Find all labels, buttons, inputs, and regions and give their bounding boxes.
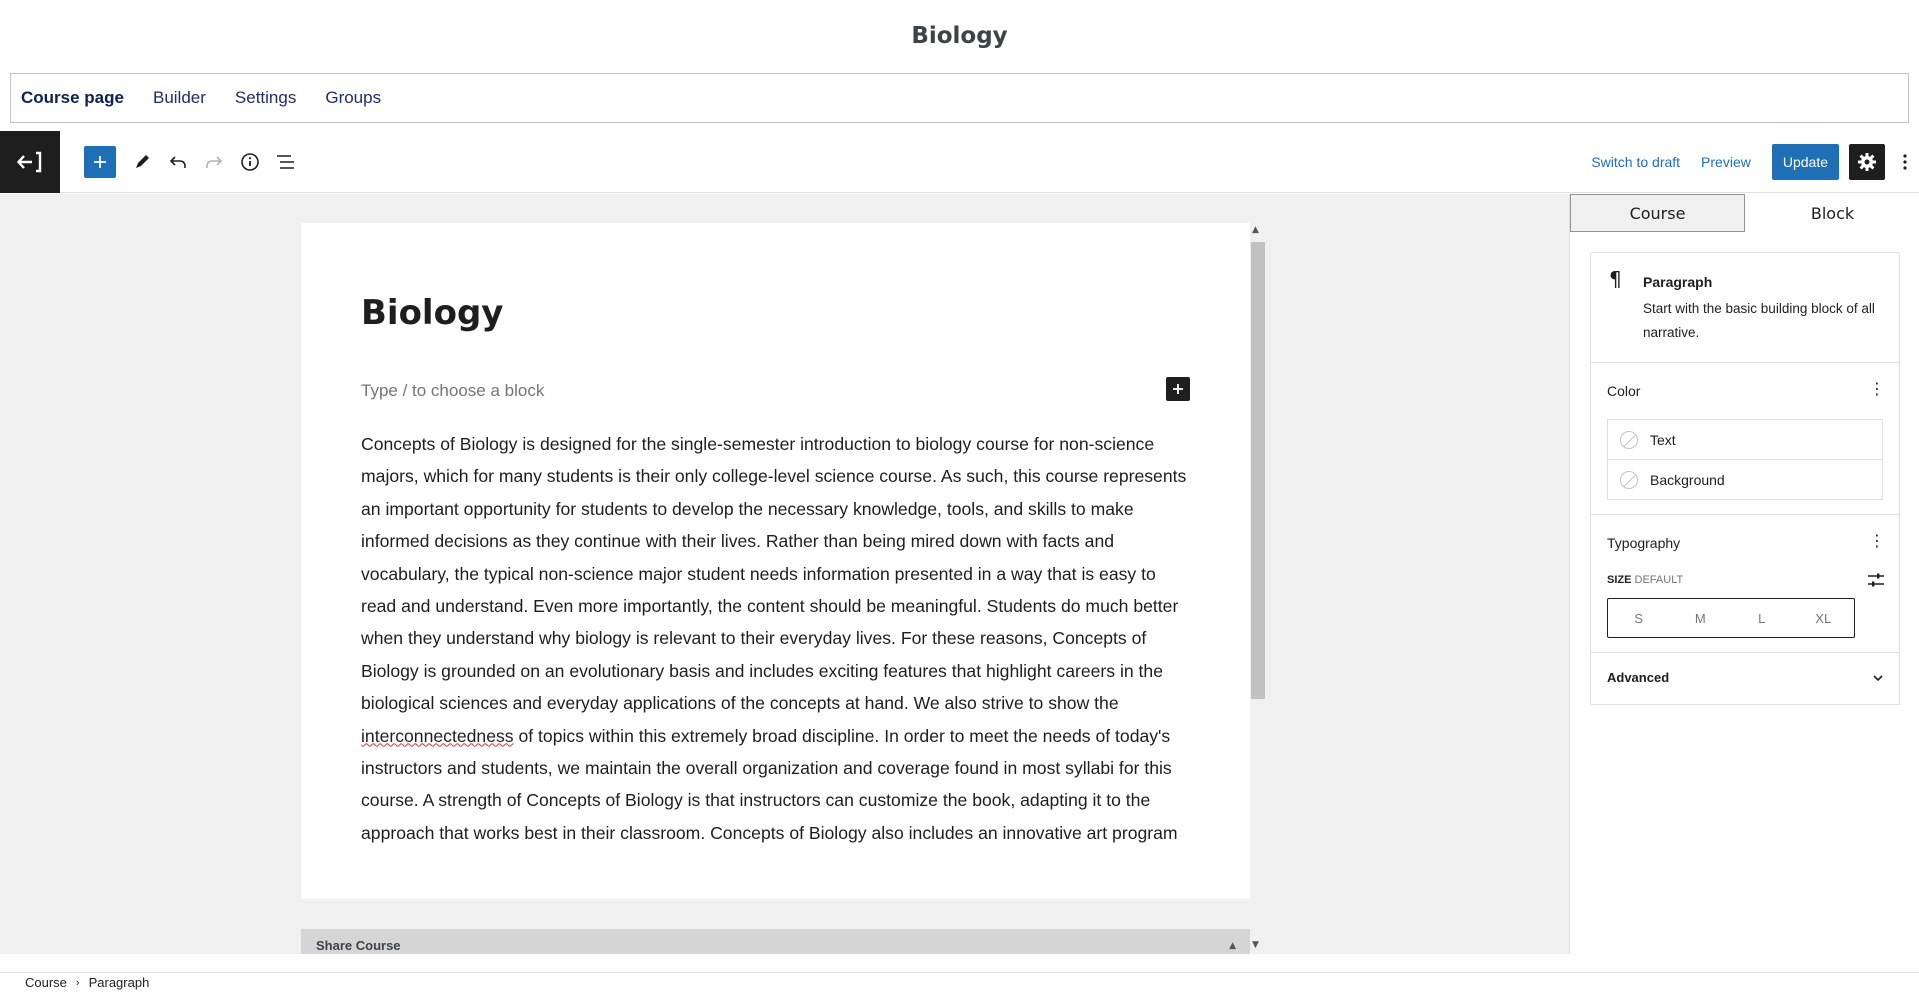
undo-icon: [169, 153, 187, 171]
gear-icon: [1857, 152, 1877, 172]
color-panel: [1591, 363, 1899, 515]
scrollbar-thumb[interactable]: [1251, 242, 1265, 699]
paragraph-icon: ¶: [1609, 267, 1622, 291]
paragraph-text-continued: of topics within this extremely broad discipline. In order to meet the needs of today's instructors and students, we maintain the overall organization and coverage found in most syllabi for this course. A strength of Concepts of Biology is that instructors can customize the book, adapting it to the approach that works best in their classroom. Concepts of Biology also includes an innovative art program: [361, 725, 1178, 843]
more-options-button[interactable]: [1893, 144, 1917, 180]
editor-canvas: [0, 194, 1569, 954]
advanced-panel[interactable]: [1591, 653, 1899, 704]
list-view-icon: [276, 153, 296, 171]
custom-size-button[interactable]: [1867, 571, 1885, 593]
pencil-icon: [133, 153, 151, 171]
text-color-item[interactable]: [1607, 419, 1883, 460]
block-description: Start with the basic building block of all narrative.: [1643, 301, 1875, 340]
background-color-label: Background: [1650, 471, 1725, 488]
share-course-panel[interactable]: [301, 929, 1250, 954]
page-title: Biology: [911, 23, 1008, 49]
plus-icon: [92, 154, 108, 170]
more-vertical-icon: [1902, 153, 1908, 171]
font-size-label: [1607, 574, 1683, 586]
update-button[interactable]: Update: [1772, 144, 1839, 180]
settings-sidebar: [1569, 194, 1919, 954]
breadcrumb: [0, 972, 1919, 992]
typography-title: Typography: [1607, 535, 1681, 551]
editor-page: [301, 223, 1250, 899]
block-inserter-button[interactable]: [1166, 377, 1190, 401]
paragraph-text: Concepts of Biology is designed for the single-semester introduction to biology course for non-science majors, which for many students is their only college-level science course. As such, this course represents an important opportunity for students to develop the necessary knowledge, tools, and skills to make informed decisions as they continue with their lives. Rather than being mired down with facts and vocabulary, the typical non-science major student needs information presented in a way that is easy to read and understand. Even more importantly, the content should be meaningful. Students do much better when they understand why biology is relevant to their everyday lives. For these reasons, Concepts of Biology is grounded on an evolutionary basis and includes exciting features that highlight careers in the biological sciences and everyday applications of the concepts at hand. We also strive to show the: [361, 434, 1187, 714]
size-value: DEFAULT: [1634, 574, 1684, 586]
page-header: [0, 0, 1919, 72]
share-course-label: Share Course: [316, 938, 401, 953]
details-button[interactable]: [234, 146, 266, 178]
toolbar-actions: [1591, 131, 1919, 193]
typography-options-icon[interactable]: ⋮: [1869, 531, 1885, 550]
scroll-up-arrow-icon[interactable]: ▲: [1252, 225, 1259, 235]
redo-button[interactable]: [198, 146, 230, 178]
advanced-title: Advanced: [1607, 670, 1670, 685]
info-icon: [240, 152, 260, 172]
size-label-text: SIZE: [1607, 574, 1632, 586]
sliders-icon: [1867, 571, 1885, 589]
tab-builder[interactable]: Builder: [152, 88, 206, 107]
back-arrow-icon: [16, 150, 44, 174]
settings-button[interactable]: [1849, 144, 1885, 180]
typography-panel: [1591, 515, 1899, 653]
breadcrumb-paragraph[interactable]: Paragraph: [88, 975, 150, 990]
redo-icon: [205, 153, 223, 171]
misspelled-word: interconnectedness: [361, 725, 514, 746]
sidebar-tabs: [1570, 194, 1919, 232]
tools-button[interactable]: [126, 146, 158, 178]
size-s-button[interactable]: S: [1634, 610, 1644, 626]
collapse-icon[interactable]: ▲: [1229, 941, 1236, 951]
switch-to-draft-button[interactable]: Switch to draft: [1591, 154, 1681, 170]
tab-groups[interactable]: Groups: [325, 88, 382, 107]
scroll-down-arrow-icon[interactable]: ▼: [1252, 940, 1259, 950]
preview-button[interactable]: Preview: [1701, 154, 1751, 170]
undo-button[interactable]: [162, 146, 194, 178]
tab-course-page[interactable]: Course page: [21, 88, 124, 107]
size-xl-button[interactable]: XL: [1815, 610, 1832, 626]
add-block-button[interactable]: [84, 146, 116, 178]
font-size-picker: [1607, 598, 1855, 638]
back-button[interactable]: [0, 131, 60, 193]
empty-swatch-icon: [1620, 431, 1638, 449]
color-title: Color: [1607, 383, 1641, 399]
list-view-button[interactable]: [270, 146, 302, 178]
paragraph-block[interactable]: [361, 428, 1191, 849]
block-inspector: [1590, 252, 1900, 705]
empty-swatch-icon: [1620, 471, 1638, 489]
editor-toolbar: [0, 131, 1919, 193]
tab-block[interactable]: Block: [1810, 203, 1855, 223]
plus-icon: [1172, 383, 1184, 395]
block-name: Paragraph: [1643, 274, 1713, 290]
block-card: [1591, 253, 1899, 363]
tab-settings[interactable]: Settings: [234, 88, 297, 107]
background-color-item[interactable]: [1607, 459, 1883, 500]
text-color-label: Text: [1650, 431, 1676, 448]
block-placeholder[interactable]: Type / to choose a block: [361, 381, 545, 400]
tab-course[interactable]: Course: [1570, 194, 1745, 232]
post-title[interactable]: Biology: [361, 293, 504, 333]
color-options-icon[interactable]: ⋮: [1869, 379, 1885, 398]
course-tabs: [10, 73, 1909, 123]
chevron-down-icon[interactable]: [1871, 670, 1885, 689]
size-m-button[interactable]: M: [1694, 610, 1706, 626]
chevron-right-icon: ›: [75, 976, 80, 989]
breadcrumb-course[interactable]: Course: [25, 975, 67, 990]
size-l-button[interactable]: L: [1758, 610, 1766, 626]
